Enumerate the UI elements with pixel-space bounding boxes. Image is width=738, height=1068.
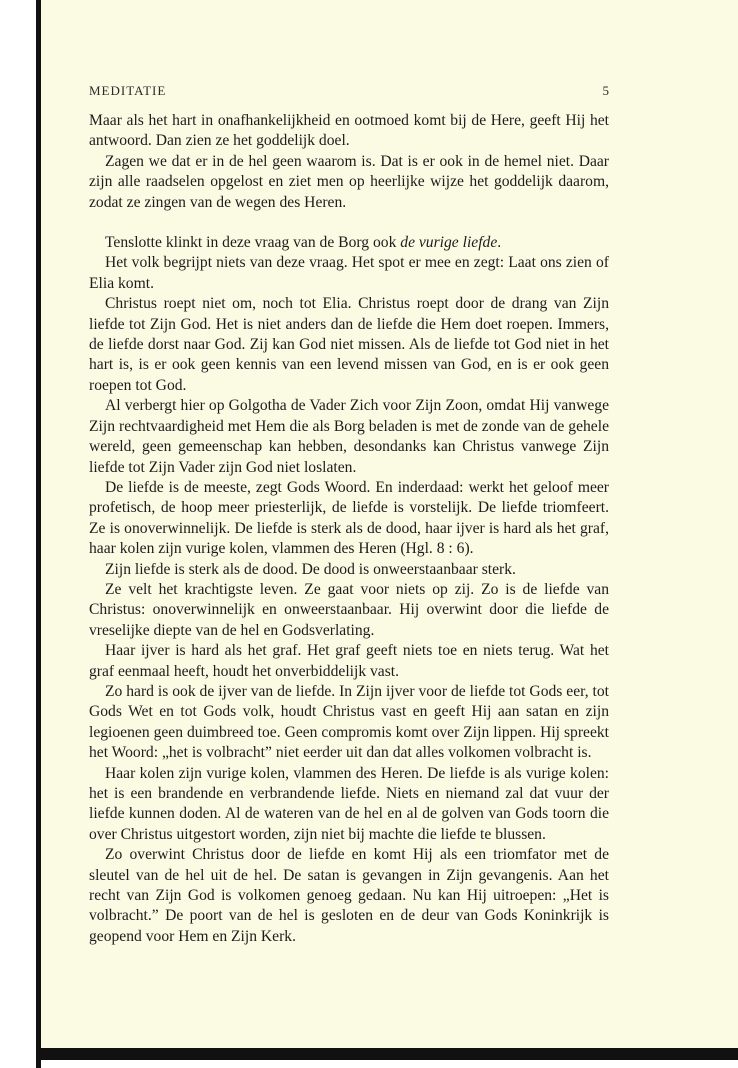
page — [41, 0, 738, 1048]
paragraph: Ze velt het krachtigste leven. Ze gaat voor niets op zij. Zo is de liefde van Christus: onoverwinnelijk en onweerstaanbaar. Hij overwint door die liefde de vreselijke diepte van de hel en Godsverlating. — [89, 580, 609, 639]
emphasis-text: de vurige liefde — [400, 234, 498, 252]
paragraph: Haar kolen zijn vurige kolen, vlammen des Heren. De liefde is als vurige kolen: het is een brandende en verbrandende liefde. Niets en niemand zal dat vuur der liefde kunnen doden. Al de wateren van de hel en al de golven van Gods toorn die over Christus uitgestort worden, zijn niet bij machte die liefde te blussen. — [89, 764, 609, 843]
paragraph: Maar als het hart in onafhankelijkheid en ootmoed komt bij de Here, geeft Hij het antwoord. Dan zien ze het goddelijk doel. — [89, 112, 609, 150]
paragraph: Al verbergt hier op Golgotha de Vader Zich voor Zijn Zoon, omdat Hij vanwege Zijn rechtvaardigheid met Hem die als Borg beladen is met de zonde van de gehele wereld, geen gemeenschap kan hebben, desondanks kan Christus vanwege Zijn liefde tot Zijn Vader zijn God niet loslaten. — [89, 397, 609, 476]
paragraph-text: Tenslotte klinkt in deze vraag van de Borg ook — [105, 234, 401, 252]
header-title: MEDITATIE — [89, 83, 167, 98]
running-header — [89, 83, 609, 99]
scan-border-bottom — [36, 1048, 738, 1060]
paragraph: Christus roept niet om, noch tot Elia. Christus roept door de drang van Zijn liefde tot Zijn God. Het is niet anders dan de liefde die Hem doet roepen. Immers, de liefde dorst naar God. Zij kan God niet missen. Als de liefde tot God niet in het hart is, is er ook geen kennis van een levend missen van God, en is er ook geen roepen tot God. — [89, 295, 609, 394]
paragraph — [89, 233, 609, 253]
paragraph: Haar ijver is hard als het graf. Het graf geeft niets toe en niets terug. Wat het graf eenmaal heeft, houdt het onverbiddelijk vast. — [89, 642, 609, 680]
paragraph: Zagen we dat er in de hel geen waarom is. Dat is er ook in de hemel niet. Daar zijn alle raadselen opgelost en ziet men op heerlijke wijze het goddelijk daarom, zodat ze zingen van de wegen des Heren. — [89, 152, 609, 211]
paragraph: De liefde is de meeste, zegt Gods Woord. En inderdaad: werkt het geloof meer profetisch, de hoop meer priesterlijk, de liefde is vorstelijk. De liefde triomfeert. Ze is onoverwinnelijk. De liefde is sterk als de dood, haar ijver is hard als het graf, haar kolen zijn vurige kolen, vlammen des Heren (Hgl. 8 : 6). — [89, 478, 609, 558]
page-number: 5 — [602, 83, 609, 98]
paragraph: Het volk begrijpt niets van deze vraag. Het spot er mee en zegt: Laat ons zien of Elia komt. — [89, 254, 609, 292]
paragraph: Zijn liefde is sterk als de dood. De dood is onweerstaanbaar sterk. — [105, 560, 516, 578]
paragraph: Zo overwint Christus door de liefde en komt Hij als een triomfator met de sleutel van de hel uit de hel. De satan is gevangen in Zijn gevangenis. Aan het recht van Zijn God is volkomen genoeg gedaan. Nu kan Hij uitroepen: „Het is volbracht.” De poort van de hel is gesloten en de deur van Gods Koninkrijk is geopend voor Hem en Zijn Kerk. — [89, 846, 609, 945]
paragraph-text: . — [497, 234, 502, 252]
paragraph: Zo hard is ook de ijver van de liefde. In Zijn ijver voor de liefde tot Gods eer, tot Gods Wet en tot Gods volk, houdt Christus vast en geeft Hij aan satan en zijn legioenen geen duimbreed toe. Geen compromis komt over Zijn lippen. Hij spreekt het Woord: „het is volbracht” niet eerder uit dan dat alles volkomen volbracht is. — [89, 682, 609, 762]
body-text — [89, 111, 609, 947]
